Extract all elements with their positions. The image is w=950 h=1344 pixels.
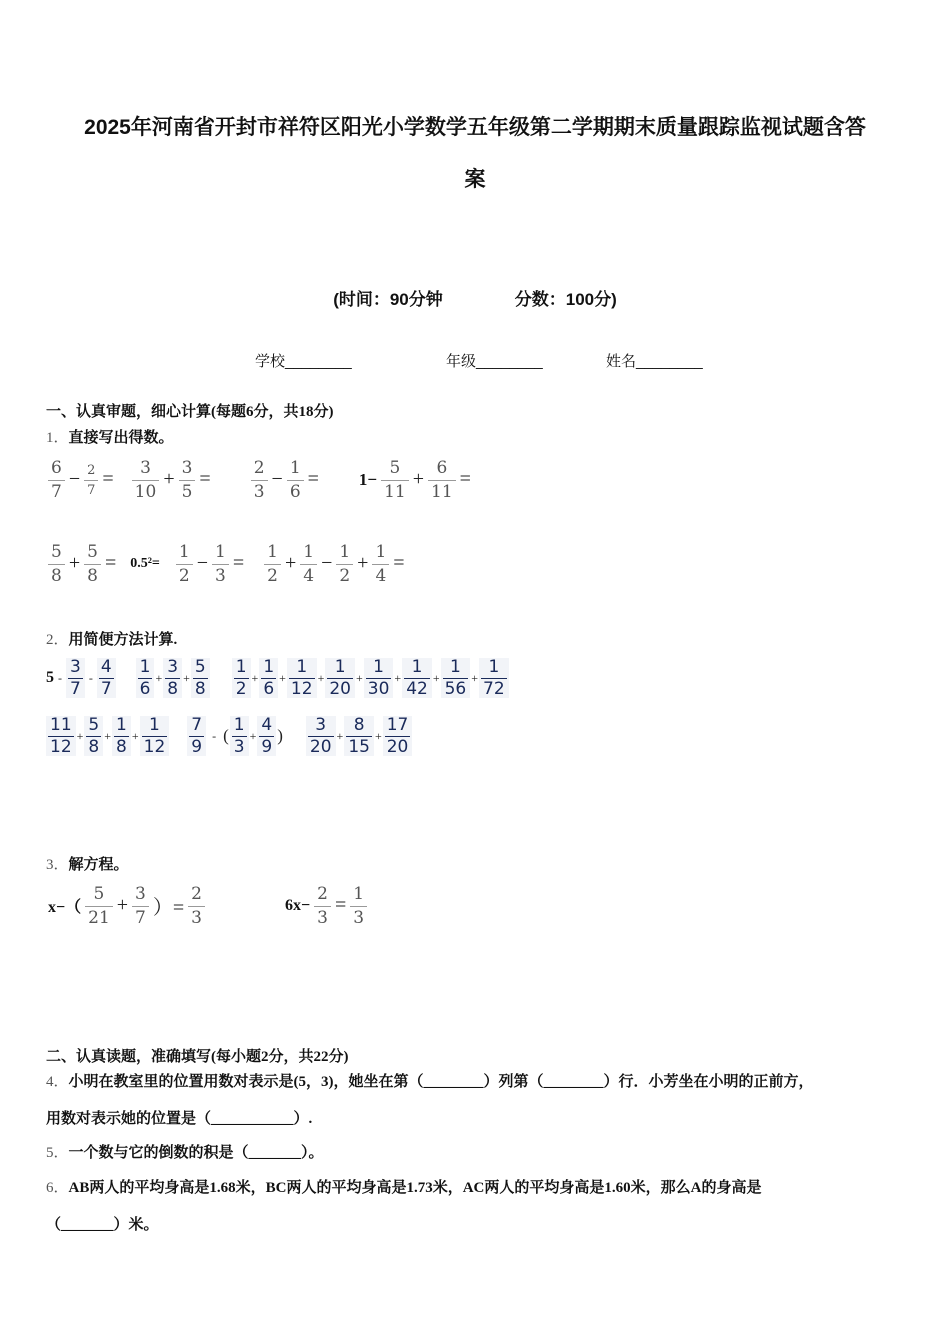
q2-row-2: $\frac{11}{12}$ + $\frac{5}{8}$ + $\frac{1}{8}$ + $\frac{1}{12}$ $\frac{7}{9}$ - ( $\frac{1}{3}$ + $\frac{4}{9}$ ) $\frac{3}{20}$ + $\frac{8}{15}$ + $\frac{17}{20}$ [46,716,412,756]
school-blank[interactable]: ________ [285,353,352,370]
fraction: $\frac{5}{11}$ [381,458,409,501]
fraction-image: $\frac{5}{8}$ [191,658,210,698]
q2-row-1: 5 - $\frac{3}{7}$ - $\frac{4}{7}$ $\frac{1}{6}$ + $\frac{3}{8}$ + $\frac{5}{8}$ $\frac{1}{2}$ + $\frac{1}{6}$ + $\frac{1}{12}$ + $\frac{1}{20}$ + $\frac{1}{30}$ + $\frac{1}{42}$ + $\frac{1}{56}$ + $\frac{1}{72}$ [46,658,509,698]
question-1-number: 1． [46,430,69,446]
fraction: $\frac{5}{8}$ [48,542,65,585]
fraction-image: $\frac{4}{7}$ [97,658,116,698]
q1-row-2: $\frac{5}{8}$ + $\frac{5}{8}$ = 0.5²= $\frac{1}{2}$ − $\frac{1}{3}$ = $\frac{1}{2}$ + $\frac{1}{4}$ − $\frac{1}{2}$ + $\frac{1}{4}$ = [46,542,407,585]
fraction-image: $\frac{3}{20}$ [306,716,336,756]
question-3-number: 3． [46,857,69,873]
question-6-line-1: 6．AB两人的平均身高是1.68米，BC两人的平均身高是1.73米，AC两人的平均身高是1.60米，那么A的身高是 [46,1180,762,1196]
title-line-2: 案 [464,168,486,191]
fraction: $\frac{6}{11}$ [428,458,456,501]
fraction: $\frac{1}{2}$ [176,542,193,585]
fraction: $\frac{2}{3}$ [251,458,268,501]
question-3 [46,853,129,874]
fraction-image: $\frac{1}{6}$ [136,658,155,698]
document-title [40,102,910,206]
school-field[interactable] [255,350,352,371]
question-1 [46,426,174,447]
q3-equations: x−（ $\frac{5}{21}$ + $\frac{3}{7}$ ）= $\frac{2}{3}$ 6x− $\frac{2}{3}$ = $\frac{1}{3}$ [46,884,369,927]
fraction: $\frac{3}{10}$ [132,458,160,501]
title-line-1: 2025年河南省开封市祥符区阳光小学数学五年级第二学期期末质量跟踪监视试题含答 [84,116,866,139]
grade-field[interactable] [446,350,543,371]
fraction: $\frac{3}{5}$ [179,458,196,501]
name-label: 姓名 [606,353,637,370]
fraction: $\frac{5}{21}$ [85,884,113,927]
fraction-image: $\frac{1}{12}$ [287,658,317,698]
question-5: 5．一个数与它的倒数的积是（_______）。 [46,1145,324,1161]
fraction-image: $\frac{1}{56}$ [441,658,471,698]
fraction-image: $\frac{1}{12}$ [140,716,170,756]
fraction: $\frac{1}{4}$ [300,542,317,585]
name-blank[interactable]: ________ [636,353,703,370]
equation-2-lead: 6x− [284,896,311,914]
fraction-image: $\frac{1}{3}$ [230,716,249,756]
fraction-image: $\frac{5}{8}$ [84,716,103,756]
question-2 [46,628,177,649]
fraction: $\frac{2}{7}$ [84,462,98,497]
equation-1-lead: x−（ [48,899,82,916]
fraction: $\frac{2}{3}$ [314,884,331,927]
fraction-image: $\frac{8}{15}$ [344,716,374,756]
exam-meta [0,285,950,310]
section-2-heading: 二、认真读题，准确填写(每小题2分，共22分) [46,1049,349,1065]
fraction-image: $\frac{11}{12}$ [46,716,76,756]
fraction: $\frac{1}{3}$ [212,542,229,585]
q1-row-1: $\frac{6}{7}$ − $\frac{2}{7}$ = $\frac{3}{10}$ + $\frac{3}{5}$ = $\frac{2}{3}$ − $\frac{1}{6}$ = 1− $\frac{5}{11}$ + $\frac{6}{11}$ = [46,458,473,501]
fraction: $\frac{1}{4}$ [372,542,389,585]
fraction-image: $\frac{7}{9}$ [187,716,206,756]
fraction: $\frac{1}{6}$ [287,458,304,501]
fraction-image: $\frac{17}{20}$ [383,716,413,756]
fraction-image: $\frac{3}{8}$ [163,658,182,698]
fraction: $\frac{5}{8}$ [84,542,101,585]
fraction-image: $\frac{1}{20}$ [325,658,355,698]
fraction-image: $\frac{1}{2}$ [232,658,251,698]
grade-label: 年级 [446,353,477,370]
fraction-image: $\frac{1}{72}$ [479,658,509,698]
fraction: $\frac{2}{3}$ [188,884,205,927]
square-expression: 0.5²= [130,555,160,571]
exam-time: (时间：90分钟 [333,290,443,309]
fraction: $\frac{1}{3}$ [350,884,367,927]
question-4-line-2: 用数对表示她的位置是（___________）. [46,1111,313,1127]
question-2-text: 用简便方法计算. [68,632,178,648]
section-1-heading: 一、认真审题，细心计算(每题6分，共18分) [46,404,334,420]
school-label: 学校 [255,353,286,370]
question-1-text: 直接写出得数。 [68,430,174,446]
fraction-image: $\frac{1}{30}$ [364,658,394,698]
question-6-line-2: （_______）米。 [46,1217,159,1233]
fraction: $\frac{1}{2}$ [264,542,281,585]
name-field[interactable] [606,350,703,371]
question-2-number: 2． [46,632,69,648]
fraction: $\frac{3}{7}$ [132,884,149,927]
question-4-line-1: 4．小明在教室里的位置用数对表示是(5，3)，她坐在第（________）列第（________）行．小芳坐在小明的正前方， [46,1074,814,1090]
fraction-image: $\frac{3}{7}$ [66,658,85,698]
fraction-image: $\frac{1}{6}$ [259,658,278,698]
grade-blank[interactable]: ________ [476,353,543,370]
exam-score: 分数：100分) [514,290,617,309]
fraction-image: $\frac{1}{42}$ [402,658,432,698]
fraction-image: $\frac{1}{8}$ [112,716,131,756]
fraction: $\frac{1}{2}$ [336,542,353,585]
fraction: $\frac{6}{7}$ [48,458,65,501]
question-3-text: 解方程。 [68,857,129,873]
fraction-image: $\frac{4}{9}$ [257,716,276,756]
